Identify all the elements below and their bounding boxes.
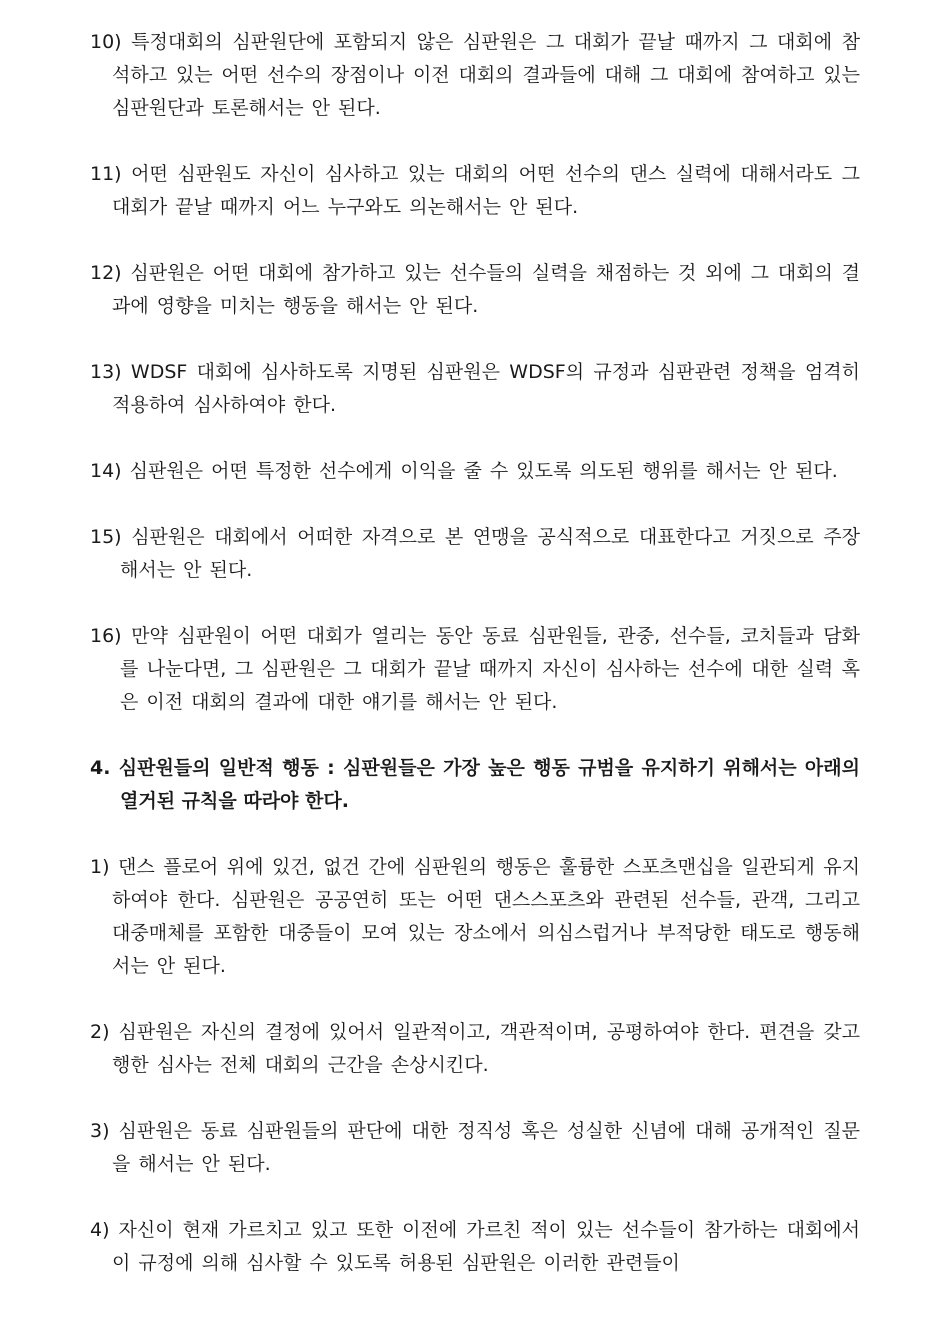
rule-item-13: 13) WDSF 대회에 심사하도록 지명된 심판원은 WDSF의 규정과 심판관련 정책을 엄격히 적용하여 심사하여야 한다.	[90, 361, 860, 416]
rule-item-12: 12) 심판원은 어떤 대회에 참가하고 있는 선수들의 실력을 채점하는 것 외에 그 대회의 결과에 영향을 미치는 행동을 해서는 안 된다.	[90, 262, 860, 317]
rule-item-10: 10) 특정대회의 심판원단에 포함되지 않은 심판원은 그 대회가 끝날 때까지 그 대회에 참석하고 있는 어떤 선수의 장점이나 이전 대회의 결과들에 대해 그 대회에 참여하고 있는 심판원단과 토론해서는 안 된다.	[90, 31, 860, 119]
rule-item-14: 14) 심판원은 어떤 특정한 선수에게 이익을 줄 수 있도록 의도된 행위를 해서는 안 된다.	[90, 460, 838, 482]
rule-item-11: 11) 어떤 심판원도 자신이 심사하고 있는 대회의 어떤 선수의 댄스 실력에 대해서라도 그 대회가 끝날 때까지 어느 누구와도 의논해서는 안 된다.	[90, 163, 860, 218]
general-item-1: 1) 댄스 플로어 위에 있건, 없건 간에 심판원의 행동은 훌륭한 스포츠맨십을 일관되게 유지하여야 한다. 심판원은 공공연히 또는 어떤 댄스스포츠와 관련된 선수들, 관객, 그리고 대중매체를 포함한 대중들이 모여 있는 장소에서 의심스럽거나 부적당한 태도로 행동해서는 안 된다.	[90, 856, 860, 977]
document-page	[90, 26, 860, 1280]
general-item-2: 2) 심판원은 자신의 결정에 있어서 일관적이고, 객관적이며, 공평하여야 한다. 편견을 갖고 행한 심사는 전체 대회의 근간을 손상시킨다.	[90, 1021, 860, 1076]
section-heading: 4. 심판원들의 일반적 행동 : 심판원들은 가장 높은 행동 규범을 유지하기 위해서는 아래의 열거된 규칙을 따라야 한다.	[90, 757, 860, 812]
rule-item-15: 15) 심판원은 대회에서 어떠한 자격으로 본 연맹을 공식적으로 대표한다고 거짓으로 주장해서는 안 된다.	[90, 526, 860, 581]
rule-item-16: 16) 만약 심판원이 어떤 대회가 열리는 동안 동료 심판원들, 관중, 선수들, 코치들과 담화를 나눈다면, 그 심판원은 그 대회가 끝날 때까지 자신이 심사하는 선수에 대한 실력 혹은 이전 대회의 결과에 대한 얘기를 해서는 안 된다.	[90, 625, 860, 713]
general-item-3: 3) 심판원은 동료 심판원들의 판단에 대한 정직성 혹은 성실한 신념에 대해 공개적인 질문을 해서는 안 된다.	[90, 1120, 860, 1175]
general-item-4: 4) 자신이 현재 가르치고 있고 또한 이전에 가르친 적이 있는 선수들이 참가하는 대회에서 이 규정에 의해 심사할 수 있도록 허용된 심판원은 이러한 관련들이	[90, 1219, 860, 1274]
